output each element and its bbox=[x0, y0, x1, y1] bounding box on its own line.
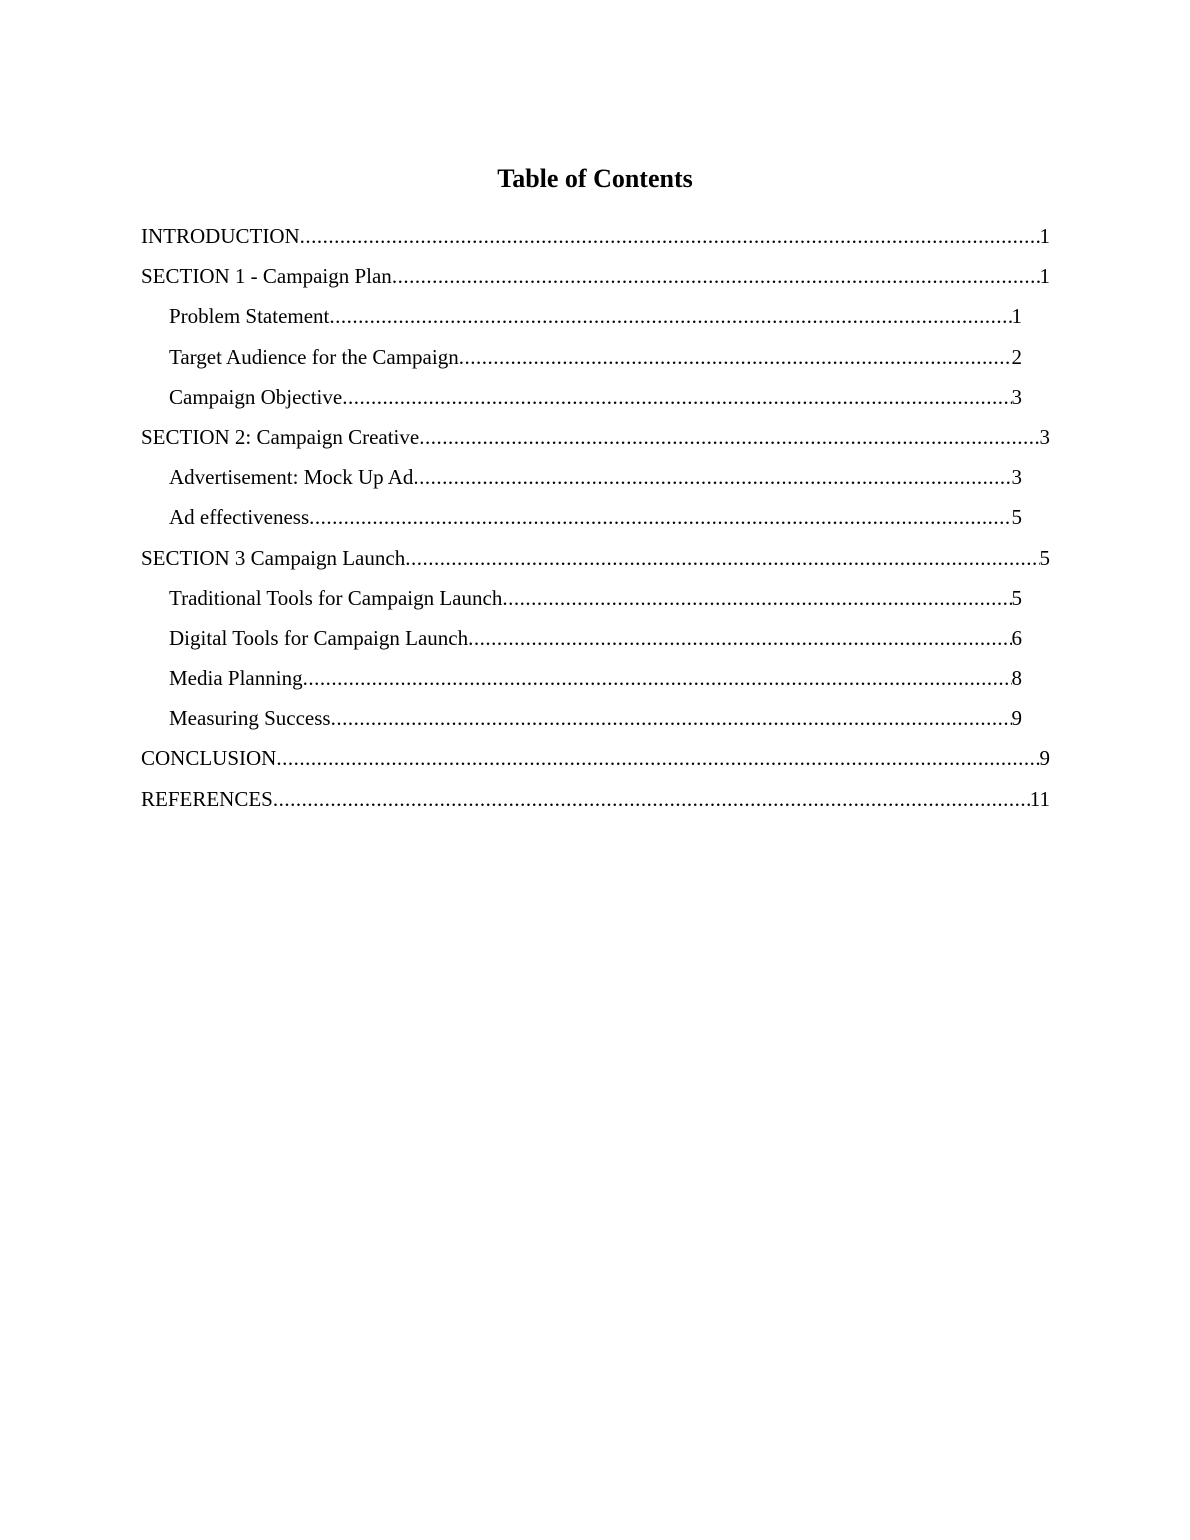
toc-entry-page: 5 bbox=[1011, 585, 1022, 610]
toc-entry-page: 6 bbox=[1011, 625, 1022, 650]
toc-entry-label: Measuring Success bbox=[169, 706, 331, 731]
toc-entry-introduction[interactable] bbox=[141, 220, 1050, 260]
toc-dot-leader bbox=[405, 542, 1039, 574]
toc-entry-page: 9 bbox=[1039, 746, 1050, 771]
toc-dot-leader bbox=[276, 742, 1039, 774]
toc-dot-leader bbox=[273, 783, 1030, 815]
toc-entry-label: Campaign Objective bbox=[169, 384, 343, 409]
toc-entry-page: 5 bbox=[1011, 505, 1022, 530]
toc-entry-page: 9 bbox=[1011, 706, 1022, 731]
toc-dot-leader bbox=[331, 702, 1012, 734]
toc-entry-page: 3 bbox=[1011, 465, 1022, 490]
toc-entry-page: 3 bbox=[1011, 384, 1022, 409]
toc-entry-campaign-objective[interactable] bbox=[169, 381, 1022, 421]
toc-entry-page: 8 bbox=[1011, 666, 1022, 691]
toc-entry-label: SECTION 2: Campaign Creative bbox=[141, 424, 420, 449]
toc-entry-label: SECTION 3 Campaign Launch bbox=[141, 545, 406, 570]
toc-entry-page: 2 bbox=[1011, 344, 1022, 369]
toc-entry-page: 11 bbox=[1029, 786, 1050, 811]
toc-entry-digital-tools[interactable] bbox=[169, 622, 1022, 662]
toc-dot-leader bbox=[342, 381, 1011, 413]
toc-entry-references[interactable] bbox=[141, 783, 1050, 823]
toc-entry-label: Media Planning bbox=[169, 666, 303, 691]
toc-entry-page: 3 bbox=[1039, 424, 1050, 449]
toc-entry-measuring-success[interactable] bbox=[169, 702, 1022, 742]
toc-dot-leader bbox=[459, 341, 1012, 373]
toc-dot-leader bbox=[413, 461, 1011, 493]
toc-list bbox=[0, 220, 1190, 823]
toc-entry-mock-up-ad[interactable] bbox=[169, 461, 1022, 501]
toc-entry-page: 1 bbox=[1039, 224, 1050, 248]
toc-entry-problem-statement[interactable] bbox=[169, 300, 1022, 340]
toc-dot-leader bbox=[329, 300, 1011, 332]
toc-dot-leader bbox=[468, 622, 1011, 654]
toc-entry-label: Ad effectiveness bbox=[169, 505, 310, 530]
toc-entry-label: REFERENCES bbox=[141, 786, 273, 811]
toc-entry-ad-effectiveness[interactable] bbox=[169, 501, 1022, 541]
toc-dot-leader bbox=[300, 220, 1040, 252]
toc-entry-section-3[interactable] bbox=[141, 542, 1050, 582]
toc-entry-label: Advertisement: Mock Up Ad bbox=[169, 465, 414, 490]
toc-dot-leader bbox=[419, 421, 1039, 453]
toc-entry-page: 5 bbox=[1039, 545, 1050, 570]
toc-entry-label: INTRODUCTION bbox=[141, 224, 300, 248]
toc-dot-leader bbox=[309, 501, 1011, 533]
toc-entry-label: Problem Statement bbox=[169, 304, 330, 329]
toc-entry-target-audience[interactable] bbox=[169, 341, 1022, 381]
toc-entry-label: CONCLUSION bbox=[141, 746, 277, 771]
toc-entry-page: 1 bbox=[1011, 304, 1022, 329]
toc-entry-section-2[interactable] bbox=[141, 421, 1050, 461]
toc-title: Table of Contents bbox=[497, 164, 693, 193]
toc-dot-leader bbox=[502, 582, 1011, 614]
toc-entry-conclusion[interactable] bbox=[141, 742, 1050, 782]
toc-entry-label: Target Audience for the Campaign bbox=[169, 344, 459, 369]
toc-entry-section-1[interactable] bbox=[141, 260, 1050, 300]
toc-entry-label: Traditional Tools for Campaign Launch bbox=[169, 585, 503, 610]
toc-entry-traditional-tools[interactable] bbox=[169, 582, 1022, 622]
toc-dot-leader bbox=[392, 260, 1040, 292]
toc-entry-label: Digital Tools for Campaign Launch bbox=[169, 625, 469, 650]
toc-dot-leader bbox=[303, 662, 1012, 694]
toc-entry-page: 1 bbox=[1039, 264, 1050, 289]
toc-entry-label: SECTION 1 - Campaign Plan bbox=[141, 264, 392, 289]
toc-entry-media-planning[interactable] bbox=[169, 662, 1022, 702]
